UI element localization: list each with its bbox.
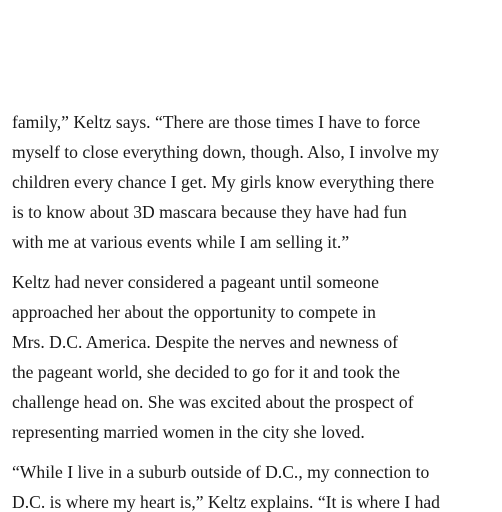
text-line: with me at various events while I am selling it.” (12, 232, 350, 252)
text-line: representing married women in the city she loved. (12, 422, 365, 442)
text-line: is to know about 3D mascara because they have had fun (12, 202, 407, 222)
text-line: myself to close everything down, though. Also, I involve my (12, 142, 440, 162)
text-line: Keltz had never considered a pageant until someone (12, 272, 379, 292)
text-line: family,” Keltz says. “There are those times I have to force (12, 112, 421, 132)
article-paragraph (12, 267, 500, 447)
text-line: Mrs. D.C. America. Despite the nerves and newness of (12, 332, 398, 352)
text-line: challenge head on. She was excited about the prospect of (12, 392, 414, 412)
text-line: children every chance I get. My girls know everything there (12, 172, 435, 192)
article-paragraph (12, 457, 500, 512)
article-paragraph (12, 107, 500, 257)
text-line: “While I live in a suburb outside of D.C., my connection to (12, 462, 430, 482)
text-line: the pageant world, she decided to go for it and took the (12, 362, 400, 382)
text-line: approached her about the opportunity to compete in (12, 302, 376, 322)
text-line: D.C. is where my heart is,” Keltz explains. “It is where I had (12, 492, 440, 512)
